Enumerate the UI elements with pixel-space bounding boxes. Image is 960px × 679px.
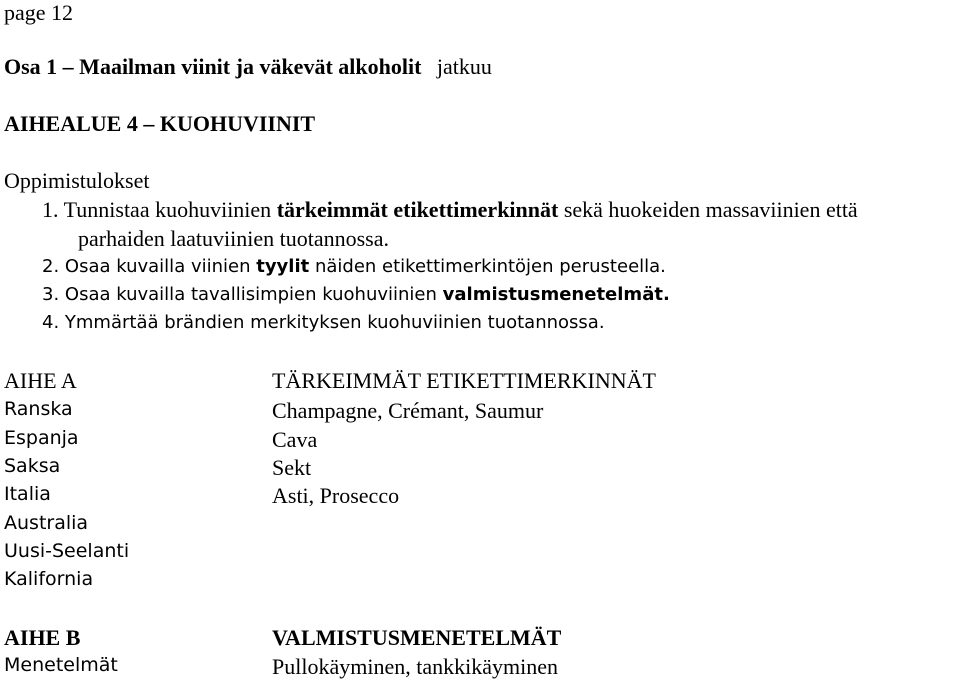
marking-ranska: Champagne, Crémant, Saumur: [272, 398, 544, 423]
aihe-b-methods: Pullokäyminen, tankkikäyminen: [272, 654, 558, 679]
page-number: page 12: [4, 0, 74, 25]
topic-heading: AIHEALUE 4 – KUOHUVIINIT: [4, 111, 316, 136]
aihe-a-label: AIHE A: [4, 368, 77, 393]
marking-espanja: Cava: [272, 427, 318, 452]
outcome-3-bold: valmistusmenetelmät.: [442, 284, 670, 305]
outcome-1-post: sekä huokeiden massaviinien että: [558, 197, 858, 222]
outcomes-heading: Oppimistulokset: [4, 168, 150, 193]
outcome-3-pre: 3. Osaa kuvailla tavallisimpien kuohuviinien: [42, 284, 443, 305]
aihe-b-column-heading: VALMISTUSMENETELMÄT: [272, 625, 562, 650]
outcome-item-1: [42, 199, 858, 221]
country-kalifornia: Kalifornia: [4, 568, 94, 590]
outcome-item-2: [42, 258, 666, 276]
country-espanja: Espanja: [4, 427, 79, 449]
country-italia: Italia: [4, 483, 51, 505]
outcome-1-pre: 1. Tunnistaa kuohuviinien: [42, 197, 277, 222]
aihe-b-label: AIHE B: [4, 625, 81, 650]
marking-saksa: Sekt: [272, 455, 312, 480]
country-ranska: Ranska: [4, 398, 73, 420]
country-saksa: Saksa: [4, 455, 61, 477]
outcome-2-post: näiden etikettimerkintöjen perusteella.: [309, 256, 666, 277]
outcome-item-1-continuation: parhaiden laatuviinien tuotannossa.: [78, 226, 389, 251]
aihe-b-row-label: Menetelmät: [4, 654, 118, 676]
outcome-item-4: 4. Ymmärtää brändien merkityksen kuohuviinien tuotannossa.: [42, 312, 605, 333]
section-title-suffix: jatkuu: [436, 54, 492, 79]
marking-italia: Asti, Prosecco: [272, 483, 400, 508]
outcome-2-bold: tyylit: [256, 256, 310, 277]
aihe-a-column-heading: TÄRKEIMMÄT ETIKETTIMERKINNÄT: [272, 368, 656, 393]
country-uusi-seelanti: Uusi-Seelanti: [4, 540, 130, 562]
outcome-1-bold: tärkeimmät etikettimerkinnät: [276, 197, 559, 222]
country-australia: Australia: [4, 512, 89, 534]
section-title: [4, 56, 492, 78]
outcome-2-pre: 2. Osaa kuvailla viinien: [42, 256, 257, 277]
outcome-item-3: [42, 286, 670, 304]
section-title-text: Osa 1 – Maailman viinit ja väkevät alkoholit: [4, 54, 422, 79]
